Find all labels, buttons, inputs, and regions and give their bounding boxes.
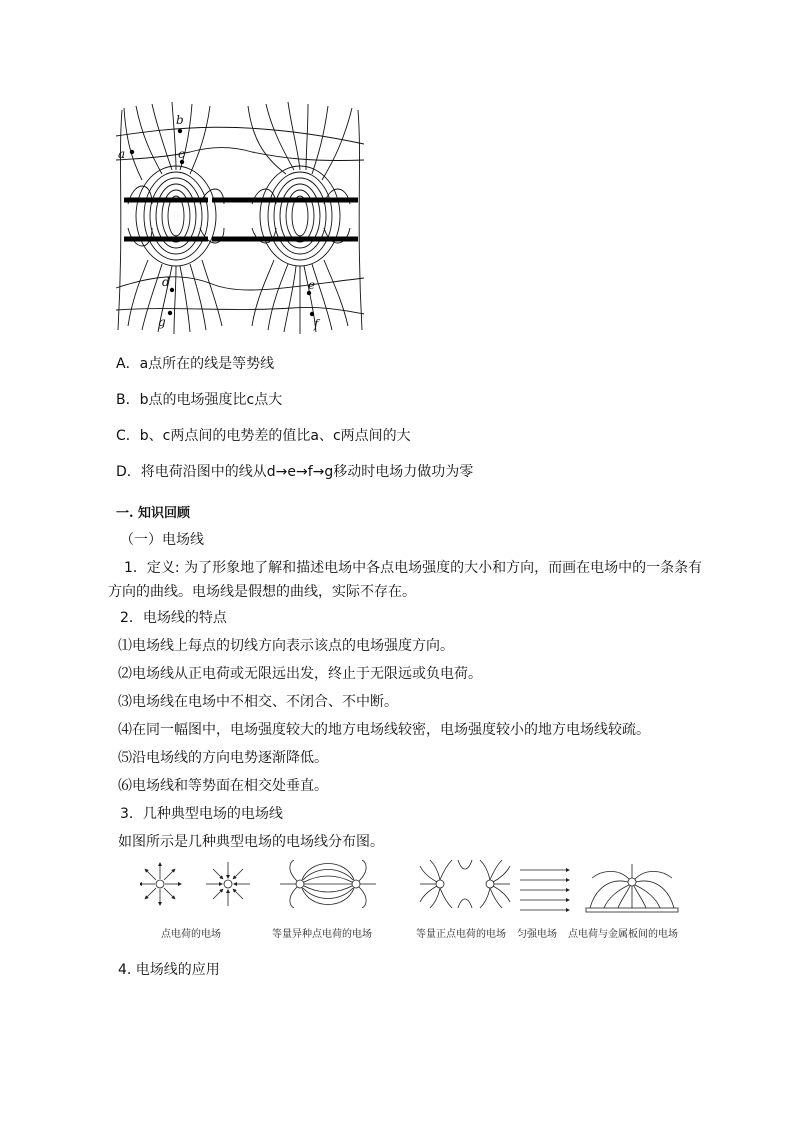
field-line-figure [112, 100, 368, 340]
option-c: C．b、c两点间的电势差的值比a、c两点间的大 [116, 428, 411, 444]
label-g: g [158, 315, 166, 329]
label-b: b [176, 113, 184, 127]
option-d: D．将电荷沿图中的线从d→e→f→g移动时电场力做功为零 [116, 464, 474, 480]
typical-text: 如图所示是几种典型电场的电场线分布图。 [118, 834, 384, 850]
answer-options [116, 354, 736, 498]
definition-line-1: 1．定义: 为了形象地了解和描述电场中各点电场强度的大小和方向，而画在电场中的一条条有 [124, 560, 703, 576]
feature-item: ⑹电场线和等势面在相交处垂直。 [118, 778, 328, 794]
feature-item: ⑵电场线从正电荷或无限远出发，终止于无限远或负电荷。 [118, 666, 482, 682]
label-c: c [178, 147, 185, 161]
features-heading: 2．电场线的特点 [120, 610, 227, 626]
typical-heading: 3．几种典型电场的电场线 [120, 806, 283, 822]
feature-item: ⑴电场线上每点的切线方向表示该点的电场强度方向。 [118, 638, 454, 654]
feature-item: ⑶电场线在电场中不相交、不闭合、不中断。 [118, 694, 398, 710]
caption-uniform: 匀强电场 [517, 929, 557, 940]
label-d: d [162, 275, 170, 289]
caption-point-charge: 点电荷的电场 [161, 929, 221, 940]
section-title: 一. 知识回顾 [116, 506, 191, 521]
label-a: a [118, 147, 126, 161]
caption-charge-plate: 点电荷与金属板间的电场 [568, 929, 678, 940]
option-a: A．a点所在的线是等势线 [116, 356, 275, 372]
application-heading: 4. 电场线的应用 [118, 962, 220, 978]
caption-opposite-pair: 等量异种点电荷的电场 [272, 929, 372, 940]
subsection-title: （一）电场线 [120, 532, 204, 548]
option-b: B．b点的电场强度比c点大 [116, 392, 283, 408]
label-f: f [314, 317, 319, 331]
feature-item: ⑸沿电场线的方向电势逐渐降低。 [118, 750, 328, 766]
knowledge-review [108, 504, 706, 860]
feature-item: ⑷在同一幅图中，电场强度较大的地方电场线较密，电场强度较小的地方电场线较疏。 [118, 722, 650, 738]
caption-same-pair: 等量正点电荷的电场 [416, 929, 506, 940]
label-e: e [308, 278, 316, 292]
definition-paragraph [108, 556, 706, 604]
definition-line-2: 方向的曲线。电场线是假想的曲线，实际不存在。 [108, 584, 416, 600]
